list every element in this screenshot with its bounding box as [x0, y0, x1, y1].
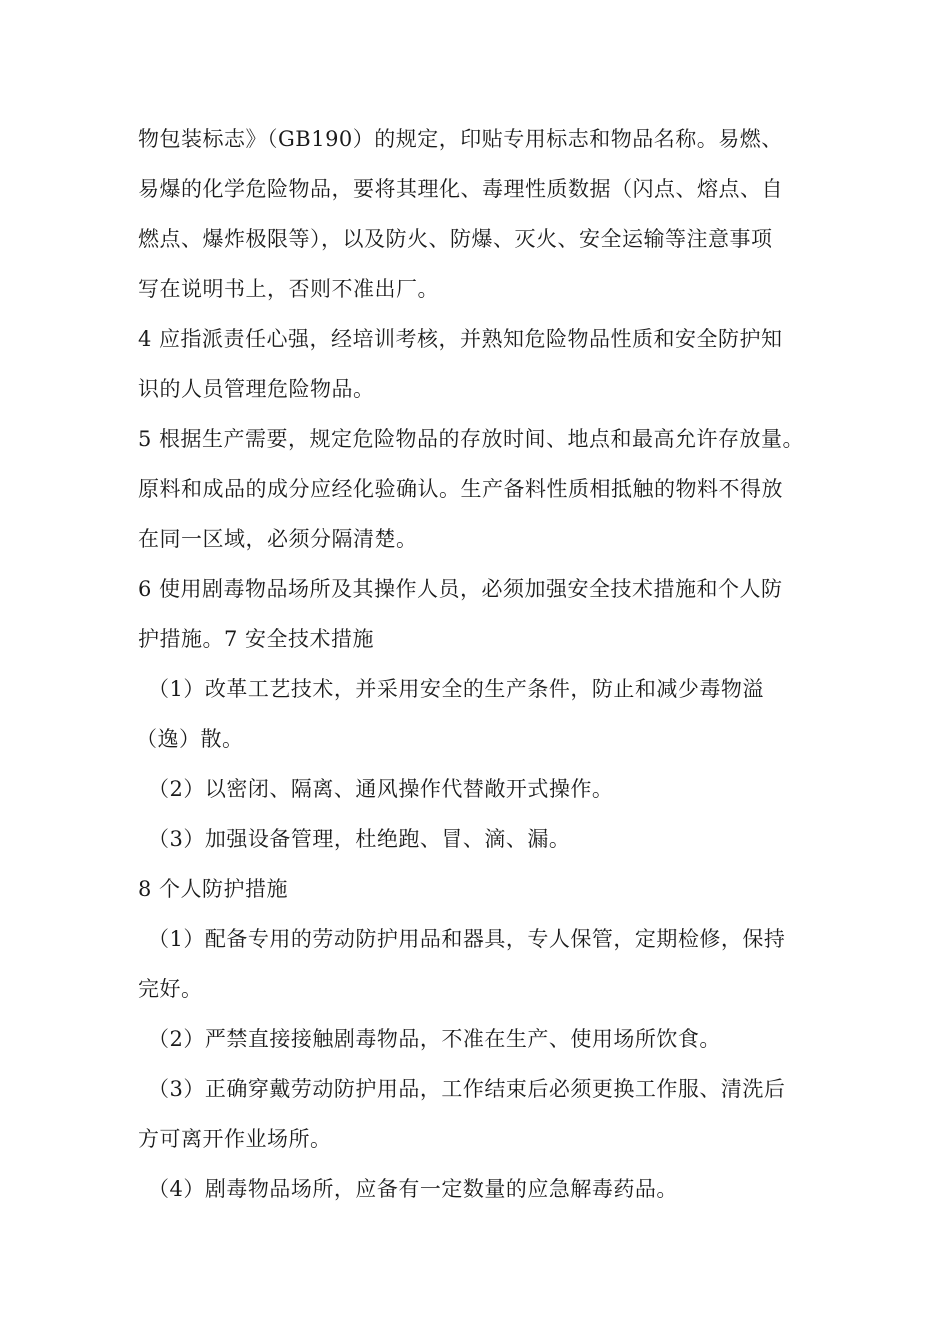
text-line: （1）配备专用的劳动防护用品和器具，专人保管，定期检修，保持: [148, 927, 786, 951]
text-line: （3）加强设备管理，杜绝跑、冒、滴、漏。: [148, 827, 571, 851]
text-line: 识的人员管理危险物品。: [138, 377, 375, 401]
text-line: 方可离开作业场所。: [138, 1127, 332, 1151]
text-line: （2）以密闭、隔离、通风操作代替敞开式操作。: [148, 777, 614, 801]
text-line: 完好。: [138, 977, 203, 1001]
text-line: （1）改革工艺技术，并采用安全的生产条件，防止和减少毒物溢: [148, 677, 764, 701]
text-line: 6 使用剧毒物品场所及其操作人员，必须加强安全技术措施和个人防: [138, 577, 783, 601]
text-line: 易爆的化学危险物品，要将其理化、毒理性质数据（闪点、熔点、自: [138, 177, 783, 201]
text-line: 写在说明书上，否则不准出厂。: [138, 277, 439, 301]
text-line: （3）正确穿戴劳动防护用品，工作结束后必须更换工作服、清洗后: [148, 1077, 786, 1101]
text-line: 5 根据生产需要，规定危险物品的存放时间、地点和最高允许存放量。: [138, 427, 805, 451]
text-line: （4）剧毒物品场所，应备有一定数量的应急解毒药品。: [148, 1177, 678, 1201]
text-line: 护措施。7 安全技术措施: [138, 627, 375, 651]
text-line: 原料和成品的成分应经化验确认。生产备料性质相抵触的物料不得放: [138, 477, 783, 501]
text-line: （2）严禁直接接触剧毒物品，不准在生产、使用场所饮食。: [148, 1027, 721, 1051]
text-line: 物包装标志》（GB190）的规定，印贴专用标志和物品名称。易燃、: [138, 127, 783, 151]
text-line: 4 应指派责任心强，经培训考核，并熟知危险物品性质和安全防护知: [138, 327, 783, 351]
text-line: （逸）散。: [136, 727, 244, 751]
text-line: 8 个人防护措施: [138, 877, 289, 901]
text-line: 燃点、爆炸极限等），以及防火、防爆、灭火、安全运输等注意事项: [138, 227, 773, 251]
text-line: 在同一区域，必须分隔清楚。: [138, 527, 418, 551]
